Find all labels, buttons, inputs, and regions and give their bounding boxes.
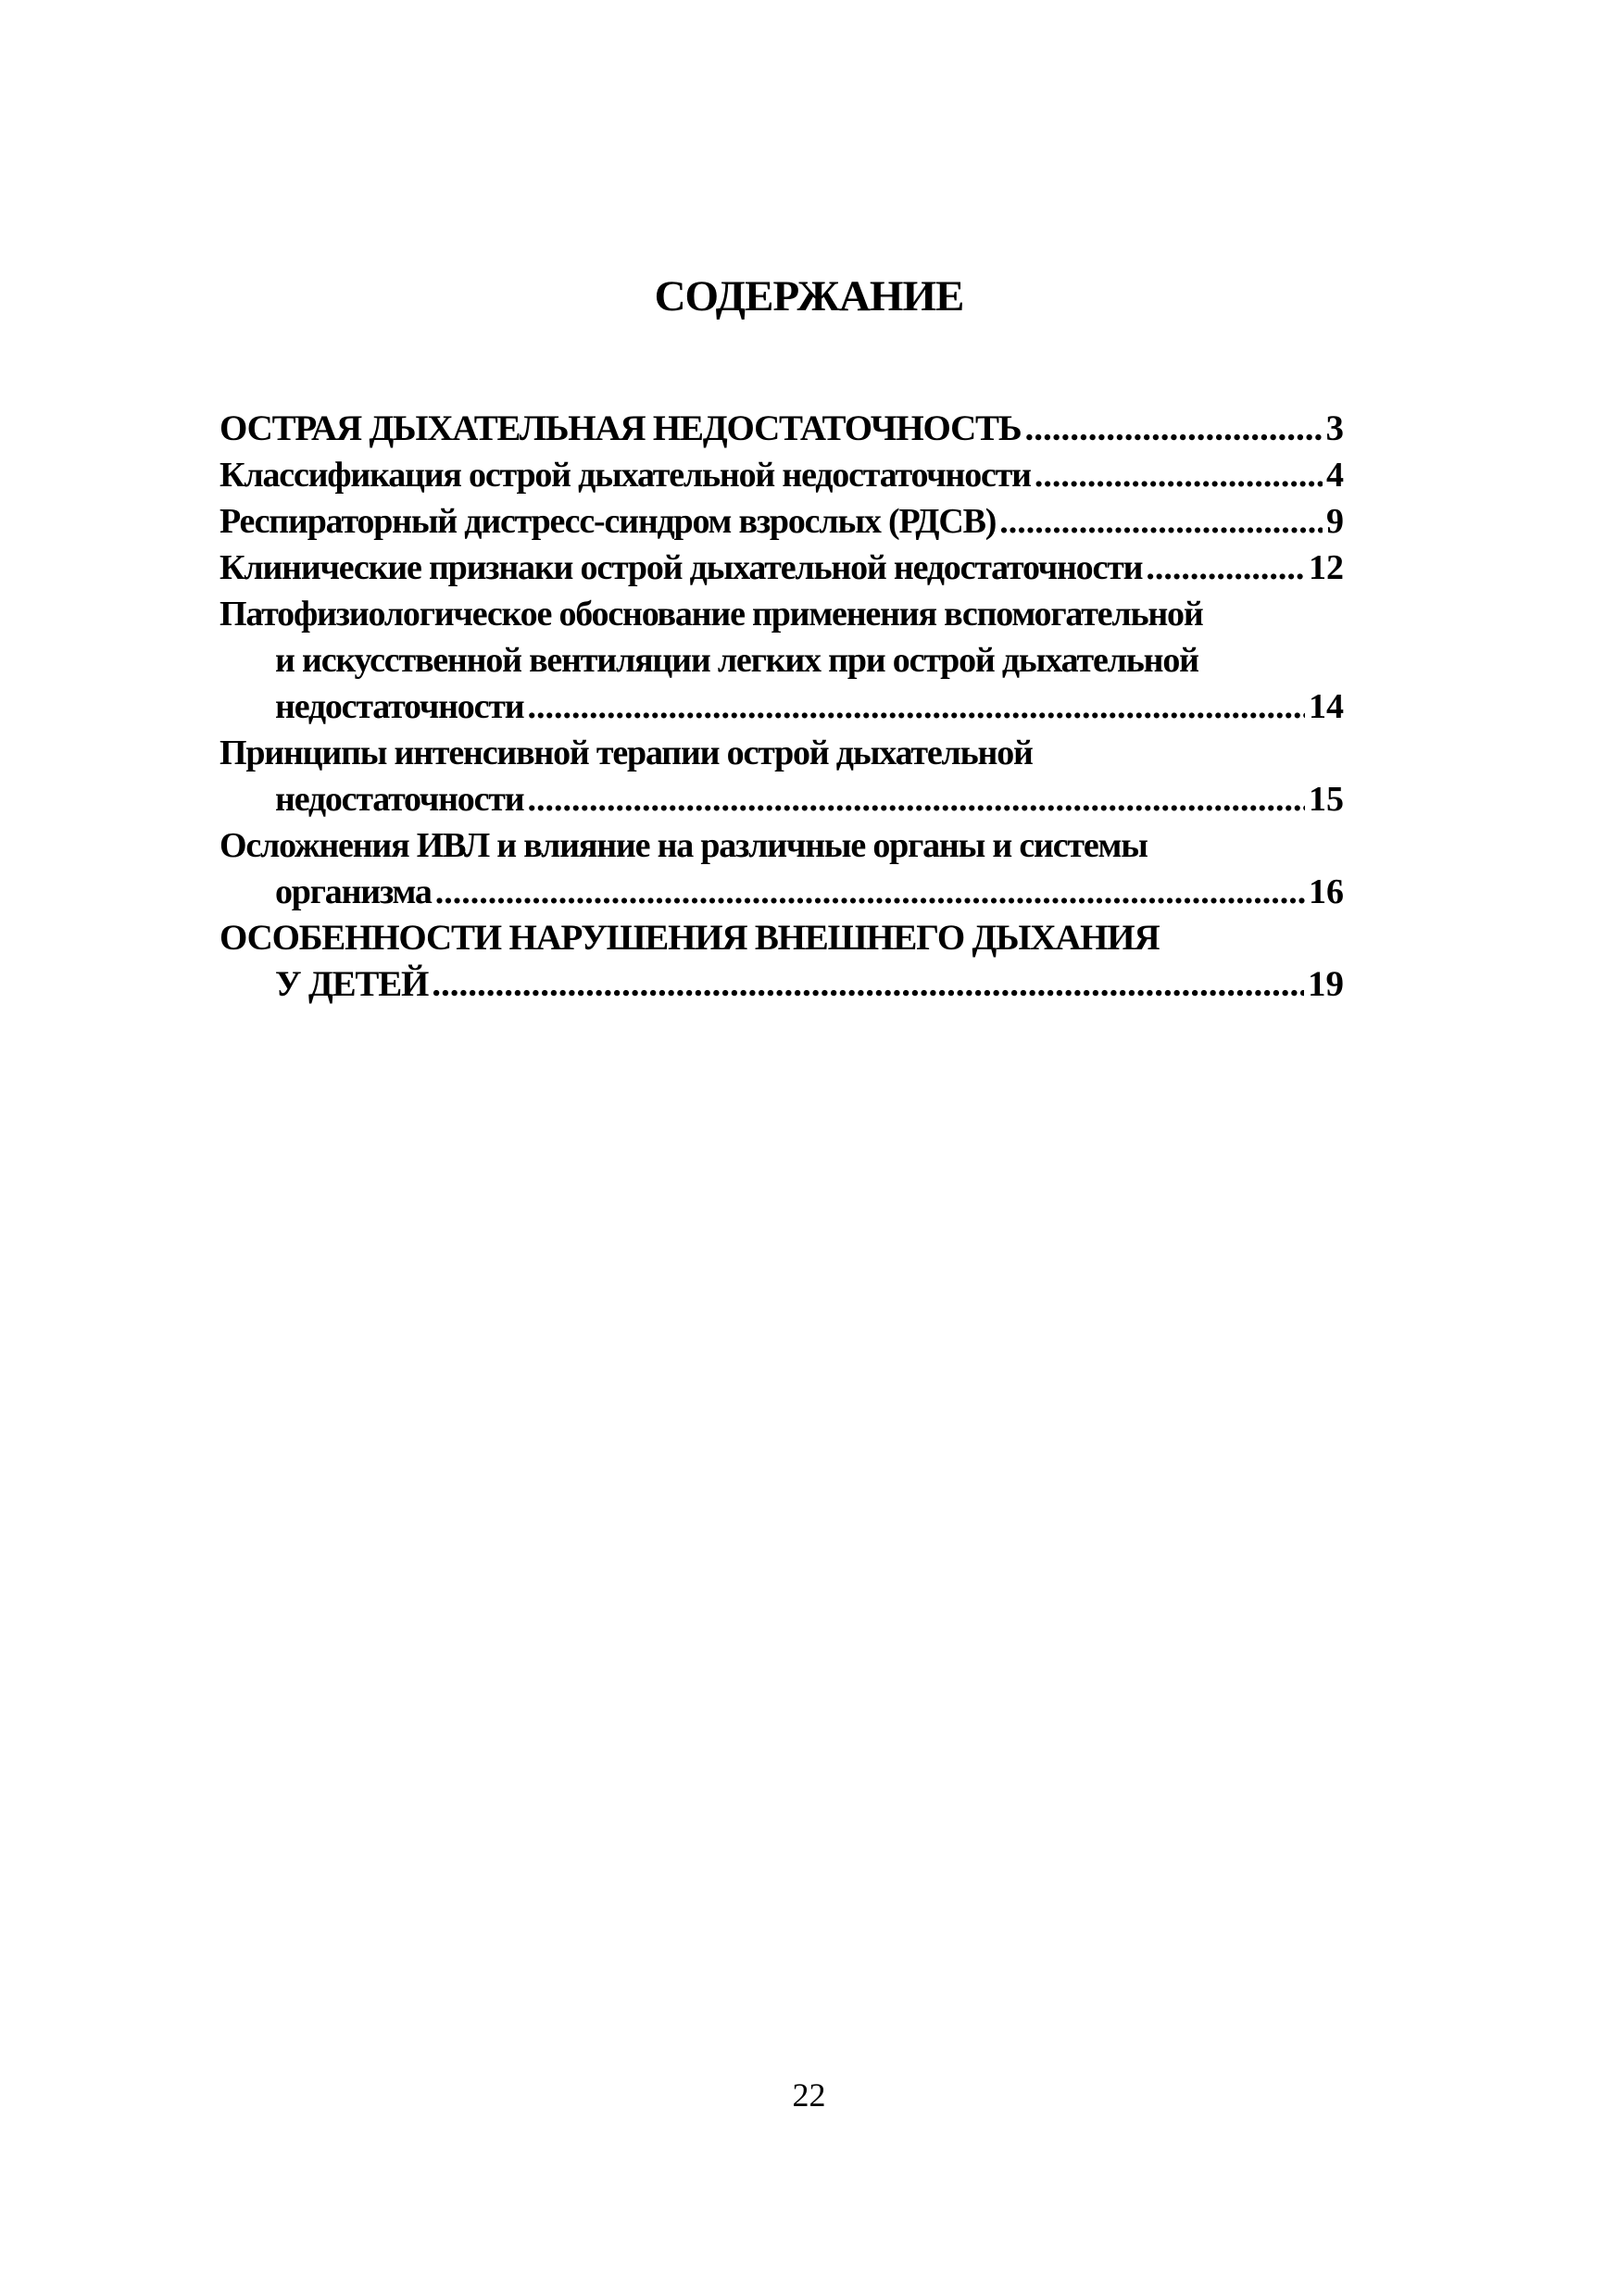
toc-dot-leader bbox=[527, 776, 1305, 822]
toc-dot-leader bbox=[435, 869, 1305, 915]
toc-entry[interactable] bbox=[219, 730, 1344, 822]
toc-entry[interactable] bbox=[219, 545, 1344, 591]
toc-dot-leader bbox=[999, 498, 1323, 545]
toc-entry-title: Клинические признаки острой дыхательной недостаточности bbox=[219, 548, 1143, 587]
toc-entry-line bbox=[219, 776, 1344, 822]
toc-entry-title-line: Осложнения ИВЛ и влияние на различные органы и системы bbox=[219, 826, 1148, 865]
toc-entry-title: недостаточности bbox=[275, 687, 524, 726]
toc-entry[interactable] bbox=[219, 591, 1344, 730]
toc-entry-title-line: Принципы интенсивной терапии острой дыхательной bbox=[219, 734, 1033, 772]
toc-entry-title: организма bbox=[275, 872, 432, 911]
toc-entry[interactable] bbox=[219, 406, 1344, 452]
toc-entry-page: 16 bbox=[1309, 872, 1344, 911]
toc-entry-page: 19 bbox=[1308, 964, 1344, 1004]
toc-entry[interactable] bbox=[219, 915, 1344, 1008]
toc-entry-page: 14 bbox=[1309, 687, 1344, 726]
toc-entry-page: 3 bbox=[1325, 408, 1344, 448]
toc-entry[interactable] bbox=[219, 498, 1344, 545]
toc-dot-leader bbox=[432, 961, 1304, 1008]
toc-entry-line bbox=[219, 452, 1344, 498]
toc-dot-leader bbox=[1146, 545, 1305, 591]
toc-entry-page: 12 bbox=[1309, 548, 1344, 587]
toc-entry-page: 15 bbox=[1309, 780, 1344, 819]
toc-dot-leader bbox=[1035, 452, 1323, 498]
toc-title: СОДЕРЖАНИЕ bbox=[654, 272, 964, 320]
toc-entry-title-line: Патофизиологическое обоснование применения вспомогательной bbox=[219, 595, 1203, 634]
toc-dot-leader bbox=[1024, 406, 1322, 452]
toc-entry-title-line: и искусственной вентиляции легких при острой дыхательной bbox=[275, 641, 1198, 680]
toc-entry-page: 9 bbox=[1326, 502, 1344, 541]
table-of-contents bbox=[219, 406, 1344, 1008]
toc-entry-title: ОСТРАЯ ДЫХАТЕЛЬНАЯ НЕДОСТАТОЧНОСТЬ bbox=[219, 408, 1022, 448]
toc-entry-line bbox=[219, 498, 1344, 545]
toc-dot-leader bbox=[527, 684, 1305, 730]
toc-entry-line bbox=[219, 684, 1344, 730]
page-number: 22 bbox=[792, 2076, 826, 2114]
toc-entry-line bbox=[219, 406, 1344, 452]
toc-entry-title: Классификация острой дыхательной недостаточности bbox=[219, 456, 1031, 495]
toc-entry-page: 4 bbox=[1326, 456, 1344, 495]
toc-entry-title: Респираторный дистресс-синдром взрослых (РДСВ) bbox=[219, 502, 997, 541]
toc-entry[interactable] bbox=[219, 452, 1344, 498]
toc-entry-line bbox=[219, 869, 1344, 915]
toc-entry-line bbox=[219, 545, 1344, 591]
toc-entry-title: У ДЕТЕЙ bbox=[275, 964, 429, 1004]
toc-entry-title-line: ОСОБЕННОСТИ НАРУШЕНИЯ ВНЕШНЕГО ДЫХАНИЯ bbox=[219, 918, 1160, 958]
toc-entry-title: недостаточности bbox=[275, 780, 524, 819]
toc-entry[interactable] bbox=[219, 822, 1344, 915]
toc-entry-line bbox=[219, 961, 1344, 1008]
